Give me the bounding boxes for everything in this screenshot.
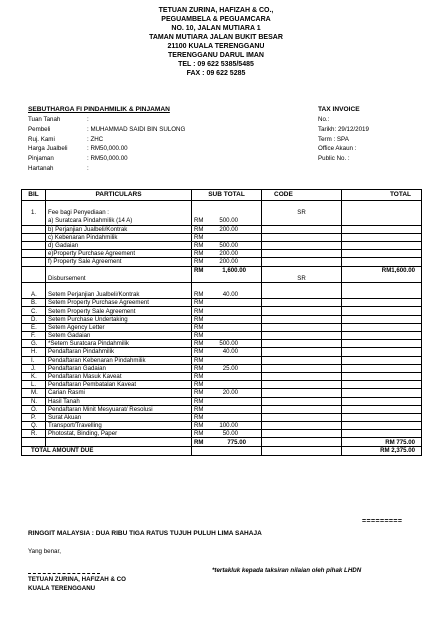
row-particulars: Setem Agency Letter bbox=[46, 323, 192, 331]
document-title: SEBUTHARGA FI PINDAHMILIK & PINJAMAN bbox=[28, 106, 170, 113]
row-particulars: Setem Purchase Undertaking bbox=[46, 315, 192, 323]
row-amount: 20.00 bbox=[222, 389, 238, 397]
row-bil bbox=[22, 250, 46, 258]
row-particulars: Hasil Tanah bbox=[46, 397, 192, 405]
row-subtotal bbox=[192, 258, 262, 266]
row-code bbox=[262, 323, 342, 331]
row-particulars bbox=[46, 282, 192, 290]
row-amount: 40.00 bbox=[222, 348, 238, 356]
row-particulars bbox=[46, 266, 192, 274]
letterhead-line: 21100 KUALA TERENGGANU bbox=[167, 43, 265, 50]
row-total bbox=[342, 233, 422, 241]
row-total bbox=[342, 291, 422, 299]
row-code bbox=[262, 241, 342, 249]
row-currency: RM bbox=[194, 438, 204, 446]
row-amount: 200.00 bbox=[219, 250, 238, 258]
table-row bbox=[22, 209, 422, 217]
row-subtotal bbox=[192, 372, 262, 380]
letterhead-line: TAMAN MUTIARA JALAN BUKIT BESAR bbox=[149, 34, 283, 41]
row-subtotal bbox=[192, 201, 262, 209]
row-subtotal bbox=[192, 348, 262, 356]
row-bil: J. bbox=[22, 364, 46, 372]
table-row bbox=[22, 258, 422, 266]
table-header-row bbox=[22, 190, 422, 201]
row-code bbox=[262, 381, 342, 389]
row-total bbox=[342, 323, 422, 331]
row-total bbox=[342, 282, 422, 290]
row-currency: RM bbox=[194, 225, 204, 233]
info-label-harga: Harga Jualbeli bbox=[28, 145, 68, 152]
row-total bbox=[342, 413, 422, 421]
public-no: Public No. : bbox=[318, 155, 350, 162]
row-code bbox=[262, 430, 342, 438]
lhdn-note: *tertakluk kepada taksiran nilaian oleh pihak LHDN bbox=[212, 567, 362, 574]
row-bil bbox=[22, 266, 46, 274]
row-subtotal bbox=[192, 282, 262, 290]
row-currency: RM bbox=[194, 397, 204, 405]
row-code bbox=[262, 397, 342, 405]
table-row bbox=[22, 422, 422, 430]
row-amount: 25.00 bbox=[222, 364, 238, 372]
invoice-term: Term : SPA bbox=[318, 136, 349, 143]
table-row bbox=[22, 413, 422, 421]
row-code bbox=[262, 389, 342, 397]
row-particulars: Pendaftaran Kebenaran Pindahmilik bbox=[46, 356, 192, 364]
row-amount: 100.00 bbox=[219, 422, 238, 430]
row-particulars: Photostat, Binding, Paper bbox=[46, 430, 192, 438]
table-row bbox=[22, 430, 422, 438]
row-code bbox=[262, 422, 342, 430]
row-total bbox=[342, 241, 422, 249]
row-code bbox=[262, 332, 342, 340]
row-particulars: Setem Gadaian bbox=[46, 332, 192, 340]
row-bil: B. bbox=[22, 299, 46, 307]
row-bil: A. bbox=[22, 291, 46, 299]
office-account: Office Akaun : bbox=[318, 145, 357, 152]
row-bil: 1. bbox=[22, 209, 46, 217]
row-bil: P. bbox=[22, 413, 46, 421]
row-amount: 500.00 bbox=[219, 242, 238, 250]
row-code bbox=[262, 266, 342, 274]
table-row bbox=[22, 389, 422, 397]
row-particulars: c) Kebenaran Pindahmilik bbox=[46, 233, 192, 241]
row-currency: RM bbox=[194, 242, 204, 250]
row-currency: RM bbox=[194, 299, 204, 307]
row-total bbox=[342, 405, 422, 413]
row-subtotal bbox=[192, 381, 262, 389]
row-amount: 1,600.00 bbox=[222, 266, 246, 274]
row-particulars bbox=[46, 438, 192, 446]
row-total bbox=[342, 389, 422, 397]
row-bil: M. bbox=[22, 389, 46, 397]
row-currency: RM bbox=[194, 290, 204, 298]
total-amount-label: TOTAL AMOUNT DUE bbox=[22, 446, 192, 455]
double-rule: ========= bbox=[362, 518, 403, 525]
row-particulars: b) Perjanjian Jualbeli/Kontrak bbox=[46, 225, 192, 233]
total-amount-value: RM 2,375.00 bbox=[342, 446, 422, 455]
row-bil: D. bbox=[22, 315, 46, 323]
row-particulars: Setem Property Sale Agreement bbox=[46, 307, 192, 315]
row-bil: H. bbox=[22, 348, 46, 356]
tax-invoice-label: TAX INVOICE bbox=[318, 106, 360, 113]
row-bil bbox=[22, 201, 46, 209]
row-total bbox=[342, 356, 422, 364]
row-subtotal bbox=[192, 266, 262, 274]
table-row bbox=[22, 381, 422, 389]
row-code bbox=[262, 348, 342, 356]
row-currency: RM bbox=[194, 430, 204, 438]
row-code bbox=[262, 217, 342, 225]
total-blank bbox=[192, 446, 262, 455]
row-particulars: f) Property Sale Agreement bbox=[46, 258, 192, 266]
row-total bbox=[342, 422, 422, 430]
row-total: RM 775.00 bbox=[342, 438, 422, 446]
row-total bbox=[342, 307, 422, 315]
row-subtotal bbox=[192, 323, 262, 331]
row-total bbox=[342, 258, 422, 266]
signature-line bbox=[28, 573, 100, 574]
row-total bbox=[342, 372, 422, 380]
row-code bbox=[262, 299, 342, 307]
table-row bbox=[22, 201, 422, 209]
table-row bbox=[22, 397, 422, 405]
table-row bbox=[22, 438, 422, 446]
row-currency: RM bbox=[194, 381, 204, 389]
row-amount: 500.00 bbox=[219, 340, 238, 348]
row-particulars: Fee bagi Penyediaan : bbox=[46, 209, 192, 217]
row-subtotal bbox=[192, 430, 262, 438]
table-row bbox=[22, 315, 422, 323]
row-total bbox=[342, 332, 422, 340]
row-bil bbox=[22, 241, 46, 249]
info-label-hartanah: Hartanah bbox=[28, 165, 54, 172]
letterhead-line: PEGUAMBELA & PEGUAMCARA bbox=[161, 16, 271, 23]
row-bil bbox=[22, 225, 46, 233]
row-total bbox=[342, 299, 422, 307]
row-currency: RM bbox=[194, 389, 204, 397]
info-value-harga: : RM50,000.00 bbox=[87, 145, 128, 152]
row-currency: RM bbox=[194, 422, 204, 430]
row-bil bbox=[22, 438, 46, 446]
row-total bbox=[342, 340, 422, 348]
row-particulars: Pendaftaran Pindahmilik bbox=[46, 348, 192, 356]
row-total bbox=[342, 209, 422, 217]
row-particulars: Pendaftaran Gadaian bbox=[46, 364, 192, 372]
row-subtotal bbox=[192, 332, 262, 340]
row-subtotal bbox=[192, 299, 262, 307]
table-row bbox=[22, 291, 422, 299]
firm-name: TETUAN ZURINA, HAFIZAH & CO bbox=[28, 576, 126, 583]
row-subtotal bbox=[192, 422, 262, 430]
row-code bbox=[262, 364, 342, 372]
row-currency: RM bbox=[194, 356, 204, 364]
row-currency: RM bbox=[194, 323, 204, 331]
table-row bbox=[22, 217, 422, 225]
info-label-pembeli: Pembeli bbox=[28, 126, 51, 133]
row-bil bbox=[22, 258, 46, 266]
row-total bbox=[342, 364, 422, 372]
info-label-ruj: Ruj. Kami bbox=[28, 136, 55, 143]
letterhead-line: FAX : 09 622 5285 bbox=[186, 70, 246, 77]
table-row bbox=[22, 225, 422, 233]
table-row bbox=[22, 250, 422, 258]
row-amount: 40.00 bbox=[222, 290, 238, 298]
col-header-total: TOTAL bbox=[342, 190, 422, 201]
row-code bbox=[262, 291, 342, 299]
row-particulars: Pendaftaran Minit Mesyuarat/ Resolusi bbox=[46, 405, 192, 413]
row-bil: F. bbox=[22, 332, 46, 340]
row-bil: G. bbox=[22, 340, 46, 348]
total-amount-row bbox=[22, 446, 422, 455]
row-total bbox=[342, 397, 422, 405]
row-currency: RM bbox=[194, 348, 204, 356]
col-header-particulars: PARTICULARS bbox=[46, 190, 192, 201]
table-row bbox=[22, 372, 422, 380]
table-row bbox=[22, 266, 422, 274]
row-bil: O. bbox=[22, 405, 46, 413]
row-subtotal bbox=[192, 356, 262, 364]
row-amount: 50.00 bbox=[222, 430, 238, 438]
row-code bbox=[262, 315, 342, 323]
row-code bbox=[262, 340, 342, 348]
table-row bbox=[22, 323, 422, 331]
yang-benar: Yang benar, bbox=[28, 548, 61, 555]
row-bil bbox=[22, 274, 46, 282]
row-subtotal bbox=[192, 438, 262, 446]
col-header-subtotal: SUB TOTAL bbox=[192, 190, 262, 201]
row-currency: RM bbox=[194, 250, 204, 258]
info-value-ruj: : ZHC bbox=[87, 136, 104, 143]
row-particulars: Pendaftaran Masuk Kaveat bbox=[46, 372, 192, 380]
row-code bbox=[262, 201, 342, 209]
row-subtotal bbox=[192, 413, 262, 421]
table-row bbox=[22, 307, 422, 315]
row-subtotal bbox=[192, 397, 262, 405]
row-code: SR bbox=[262, 274, 342, 282]
table-row bbox=[22, 405, 422, 413]
row-particulars bbox=[46, 201, 192, 209]
invoice-date: Tarikh: 29/12/2019 bbox=[318, 126, 369, 133]
row-subtotal bbox=[192, 233, 262, 241]
info-value-hartanah: : bbox=[87, 165, 89, 172]
row-total bbox=[342, 274, 422, 282]
amount-in-words: RINGGIT MALAYSIA : DUA RIBU TIGA RATUS TUJUH PULUH LIMA SAHAJA bbox=[28, 530, 262, 537]
row-total bbox=[342, 225, 422, 233]
row-total bbox=[342, 217, 422, 225]
letterhead bbox=[0, 6, 432, 78]
row-currency: RM bbox=[194, 332, 204, 340]
row-bil: E. bbox=[22, 323, 46, 331]
table-row bbox=[22, 340, 422, 348]
row-code bbox=[262, 372, 342, 380]
row-subtotal bbox=[192, 225, 262, 233]
row-amount: 200.00 bbox=[219, 258, 238, 266]
row-particulars: *Setem Suratcara Pindahmilik bbox=[46, 340, 192, 348]
row-code bbox=[262, 405, 342, 413]
row-currency: RM bbox=[194, 405, 204, 413]
table-row bbox=[22, 274, 422, 282]
row-code bbox=[262, 413, 342, 421]
row-particulars: Surat Akuan bbox=[46, 413, 192, 421]
firm-city: KUALA TERENGGANU bbox=[28, 585, 96, 592]
row-currency: RM bbox=[194, 258, 204, 266]
row-particulars: Setem Perjanjian Jualbeli/Kontrak bbox=[46, 291, 192, 299]
row-subtotal bbox=[192, 315, 262, 323]
info-value-tuan-tanah: : bbox=[87, 116, 89, 123]
row-bil: K. bbox=[22, 372, 46, 380]
row-bil: I. bbox=[22, 356, 46, 364]
row-currency: RM bbox=[194, 266, 204, 274]
row-bil: C. bbox=[22, 307, 46, 315]
row-code bbox=[262, 233, 342, 241]
row-currency: RM bbox=[194, 307, 204, 315]
info-label-pinjaman: Pinjaman bbox=[28, 155, 54, 162]
invoice-no: No.: bbox=[318, 116, 330, 123]
row-code bbox=[262, 307, 342, 315]
row-currency: RM bbox=[194, 413, 204, 421]
row-bil bbox=[22, 233, 46, 241]
row-particulars: Disbursement bbox=[46, 274, 192, 282]
row-code bbox=[262, 282, 342, 290]
row-subtotal bbox=[192, 364, 262, 372]
row-total: RM1,600.00 bbox=[342, 266, 422, 274]
table-row bbox=[22, 241, 422, 249]
row-subtotal bbox=[192, 307, 262, 315]
letterhead-line: TETUAN ZURINA, HAFIZAH & CO., bbox=[158, 7, 274, 14]
row-subtotal bbox=[192, 217, 262, 225]
table-row bbox=[22, 348, 422, 356]
row-code bbox=[262, 250, 342, 258]
row-subtotal bbox=[192, 340, 262, 348]
row-code bbox=[262, 225, 342, 233]
table-row bbox=[22, 299, 422, 307]
total-blank bbox=[262, 446, 342, 455]
row-currency: RM bbox=[194, 315, 204, 323]
row-code bbox=[262, 356, 342, 364]
row-subtotal bbox=[192, 241, 262, 249]
row-code bbox=[262, 438, 342, 446]
row-currency: RM bbox=[194, 340, 204, 348]
row-amount: 775.00 bbox=[227, 438, 246, 446]
row-subtotal bbox=[192, 209, 262, 217]
row-subtotal bbox=[192, 291, 262, 299]
row-bil bbox=[22, 282, 46, 290]
row-particulars: Carian Rasmi bbox=[46, 389, 192, 397]
row-amount: 500.00 bbox=[219, 217, 238, 225]
row-total bbox=[342, 315, 422, 323]
row-code bbox=[262, 258, 342, 266]
row-bil: R. bbox=[22, 430, 46, 438]
col-header-code: CODE bbox=[262, 190, 342, 201]
letterhead-line: TEL : 09 622 5385/5485 bbox=[178, 61, 254, 68]
row-total bbox=[342, 201, 422, 209]
row-bil: Q. bbox=[22, 422, 46, 430]
fee-table bbox=[21, 189, 422, 456]
row-subtotal bbox=[192, 405, 262, 413]
row-particulars: Pendaftaran Pembatalan Kaveat bbox=[46, 381, 192, 389]
table-row bbox=[22, 282, 422, 290]
table-row bbox=[22, 356, 422, 364]
row-currency: RM bbox=[194, 364, 204, 372]
row-total bbox=[342, 430, 422, 438]
row-total bbox=[342, 250, 422, 258]
row-particulars: Transport/Travelling bbox=[46, 422, 192, 430]
row-total bbox=[342, 381, 422, 389]
row-amount: 200.00 bbox=[219, 225, 238, 233]
row-particulars: e)Property Purchase Agreement bbox=[46, 250, 192, 258]
row-particulars: a) Suratcara Pindahmilik (14 A) bbox=[46, 217, 192, 225]
table-row bbox=[22, 233, 422, 241]
table-row bbox=[22, 364, 422, 372]
row-subtotal bbox=[192, 250, 262, 258]
col-header-bil: BIL bbox=[22, 190, 46, 201]
row-bil: L. bbox=[22, 381, 46, 389]
info-value-pembeli: : MUHAMMAD SAIDI BIN SULONG bbox=[87, 126, 186, 133]
row-subtotal bbox=[192, 274, 262, 282]
row-bil bbox=[22, 217, 46, 225]
row-bil: N. bbox=[22, 397, 46, 405]
row-particulars: Setem Property Purchase Agreement bbox=[46, 299, 192, 307]
letterhead-line: TERENGGANU DARUL IMAN bbox=[168, 52, 264, 59]
letterhead-line: NO. 10, JALAN MUTIARA 1 bbox=[171, 25, 261, 32]
row-currency: RM bbox=[194, 233, 204, 241]
table-row bbox=[22, 332, 422, 340]
row-total bbox=[342, 348, 422, 356]
row-particulars: d) Gadaian bbox=[46, 241, 192, 249]
row-subtotal bbox=[192, 389, 262, 397]
row-currency: RM bbox=[194, 373, 204, 381]
row-code: SR bbox=[262, 209, 342, 217]
row-currency: RM bbox=[194, 217, 204, 225]
info-label-tuan-tanah: Tuan Tanah bbox=[28, 116, 61, 123]
info-value-pinjaman: : RM50,000.00 bbox=[87, 155, 128, 162]
